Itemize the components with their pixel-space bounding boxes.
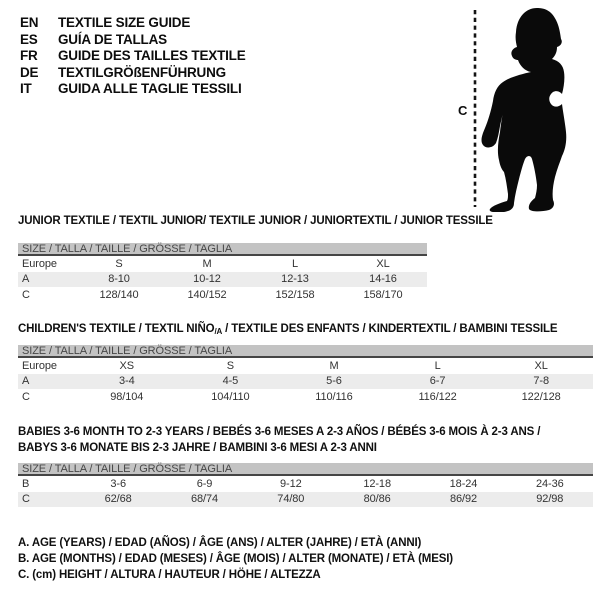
table-row — [18, 374, 593, 390]
children-title-subscript: /A — [214, 327, 223, 336]
size-header-bar: SIZE / TALLA / TAILLE / GRÖSSE / TAGLIA — [18, 463, 593, 476]
size-header-bar: SIZE / TALLA / TAILLE / GRÖSSE / TAGLIA — [18, 243, 427, 256]
table-cell: 110/116 — [315, 390, 353, 403]
junior-table-title: JUNIOR TEXTILE / TEXTIL JUNIOR/ TEXTILE JUNIOR / JUNIORTEXTIL / JUNIOR TESSILE — [18, 215, 493, 227]
table-cell: 14-16 — [369, 273, 397, 286]
table-cell: M — [329, 359, 339, 372]
language-title: GUIDA ALLE TAGLIE TESSILI — [58, 81, 242, 97]
children-table-title — [18, 322, 557, 340]
language-row — [20, 48, 246, 65]
table-cell: S — [115, 257, 123, 270]
table-cell: 152/158 — [275, 288, 315, 301]
table-cell: L — [434, 359, 441, 372]
babies-table-title — [18, 425, 540, 456]
row-label: A — [22, 375, 30, 388]
table-cell: 12-18 — [363, 477, 391, 490]
row-label: C — [22, 288, 30, 301]
children-title-prefix: CHILDREN'S TEXTILE / TEXTIL NIÑO — [18, 323, 215, 335]
table-cell: 86/92 — [449, 493, 477, 506]
junior-table — [18, 243, 427, 303]
language-list — [20, 15, 246, 98]
table-cell: 98/104 — [110, 390, 144, 403]
table-cell: 3-4 — [118, 375, 135, 388]
table-cell: 92/98 — [536, 493, 564, 506]
table-cell: 5-6 — [326, 375, 342, 388]
table-cell: 128/140 — [99, 288, 139, 301]
table-cell: 24-36 — [535, 477, 564, 490]
table-row — [18, 272, 427, 288]
table-cell: 6-7 — [429, 375, 446, 388]
babies-title-line2: BABYS 3-6 MONATE BIS 2-3 JAHRE / BAMBINI 3-6 MESI A 2-3 ANNI — [18, 441, 377, 454]
table-cell: 80/86 — [363, 493, 391, 506]
size-header-bar: SIZE / TALLA / TAILLE / GRÖSSE / TAGLIA — [18, 345, 593, 358]
table-cell: M — [202, 257, 212, 270]
baby-silhouette — [482, 8, 567, 212]
row-label: Europe — [22, 359, 57, 372]
language-row — [20, 65, 246, 82]
children-title-suffix: / TEXTILE DES ENFANTS / KINDERTEXTIL / BAMBINI TESSILE — [222, 323, 558, 335]
table-cell: 68/74 — [190, 493, 218, 506]
table-cell: 6-9 — [196, 477, 213, 490]
babies-title-line1: BABIES 3-6 MONTH TO 2-3 YEARS / BEBÉS 3-6 MESES A 2-3 AÑOS / BÉBÉS 3-6 MOIS À 2-3 ANS / — [18, 426, 541, 438]
language-row — [20, 32, 246, 49]
table-cell: 10-12 — [193, 273, 221, 286]
language-code: FR — [20, 48, 38, 64]
table-row — [18, 492, 593, 508]
row-label: C — [22, 493, 30, 506]
language-code: EN — [20, 15, 39, 30]
table-cell: 140/152 — [187, 288, 227, 301]
language-code: DE — [20, 64, 39, 80]
language-title: TEXTILE SIZE GUIDE — [58, 15, 191, 30]
table-cell: 104/110 — [211, 390, 250, 403]
table-cell: S — [226, 359, 235, 372]
language-code: IT — [20, 81, 32, 97]
row-label: B — [22, 477, 30, 490]
row-label: Europe — [22, 257, 57, 270]
table-cell: 3-6 — [110, 477, 126, 490]
height-line-label: C — [458, 103, 468, 118]
table-cell: 9-12 — [280, 477, 302, 490]
table-cell: 62/68 — [104, 493, 132, 506]
footnote-a: A. AGE (YEARS) / EDAD (AÑOS) / ÂGE (ANS) / ALTER (JAHRE) / ETÀ (ANNI) — [18, 537, 422, 549]
table-cell: 74/80 — [277, 493, 305, 506]
table-row — [18, 256, 427, 272]
footnotes — [18, 535, 453, 584]
language-row — [20, 81, 246, 98]
language-title: TEXTILGRÖßENFÜHRUNG — [58, 64, 226, 80]
table-cell: L — [291, 257, 299, 270]
table-row — [18, 476, 593, 492]
table-row — [18, 287, 427, 303]
footnote-c: C. (cm) HEIGHT / ALTURA / HAUTEUR / HÖHE / ALTEZZA — [18, 569, 321, 582]
language-code: ES — [20, 31, 38, 47]
table-cell: 158/170 — [363, 288, 403, 301]
table-cell: 122/128 — [521, 390, 561, 403]
table-cell: XL — [534, 359, 548, 372]
table-cell: 8-10 — [108, 273, 130, 286]
table-cell: XS — [119, 359, 135, 372]
table-row — [18, 358, 593, 374]
footnote-b: B. AGE (MONTHS) / EDAD (MESES) / ÂGE (MOIS) / ALTER (MONATE) / ETÀ (MESI) — [18, 553, 453, 566]
table-cell: 116/122 — [418, 390, 457, 403]
table-row — [18, 389, 593, 405]
children-table — [18, 345, 593, 405]
language-title: GUÍA DE TALLAS — [58, 31, 167, 47]
babies-table — [18, 463, 593, 507]
table-cell: 12-13 — [281, 273, 309, 286]
row-label: A — [22, 273, 30, 286]
table-cell: 4-5 — [222, 375, 239, 388]
table-cell: 7-8 — [533, 375, 549, 388]
row-label: C — [22, 390, 30, 403]
table-cell: XL — [376, 257, 390, 270]
table-cell: 18-24 — [449, 477, 478, 490]
language-title: GUIDE DES TAILLES TEXTILE — [58, 48, 246, 64]
language-row — [20, 15, 246, 32]
